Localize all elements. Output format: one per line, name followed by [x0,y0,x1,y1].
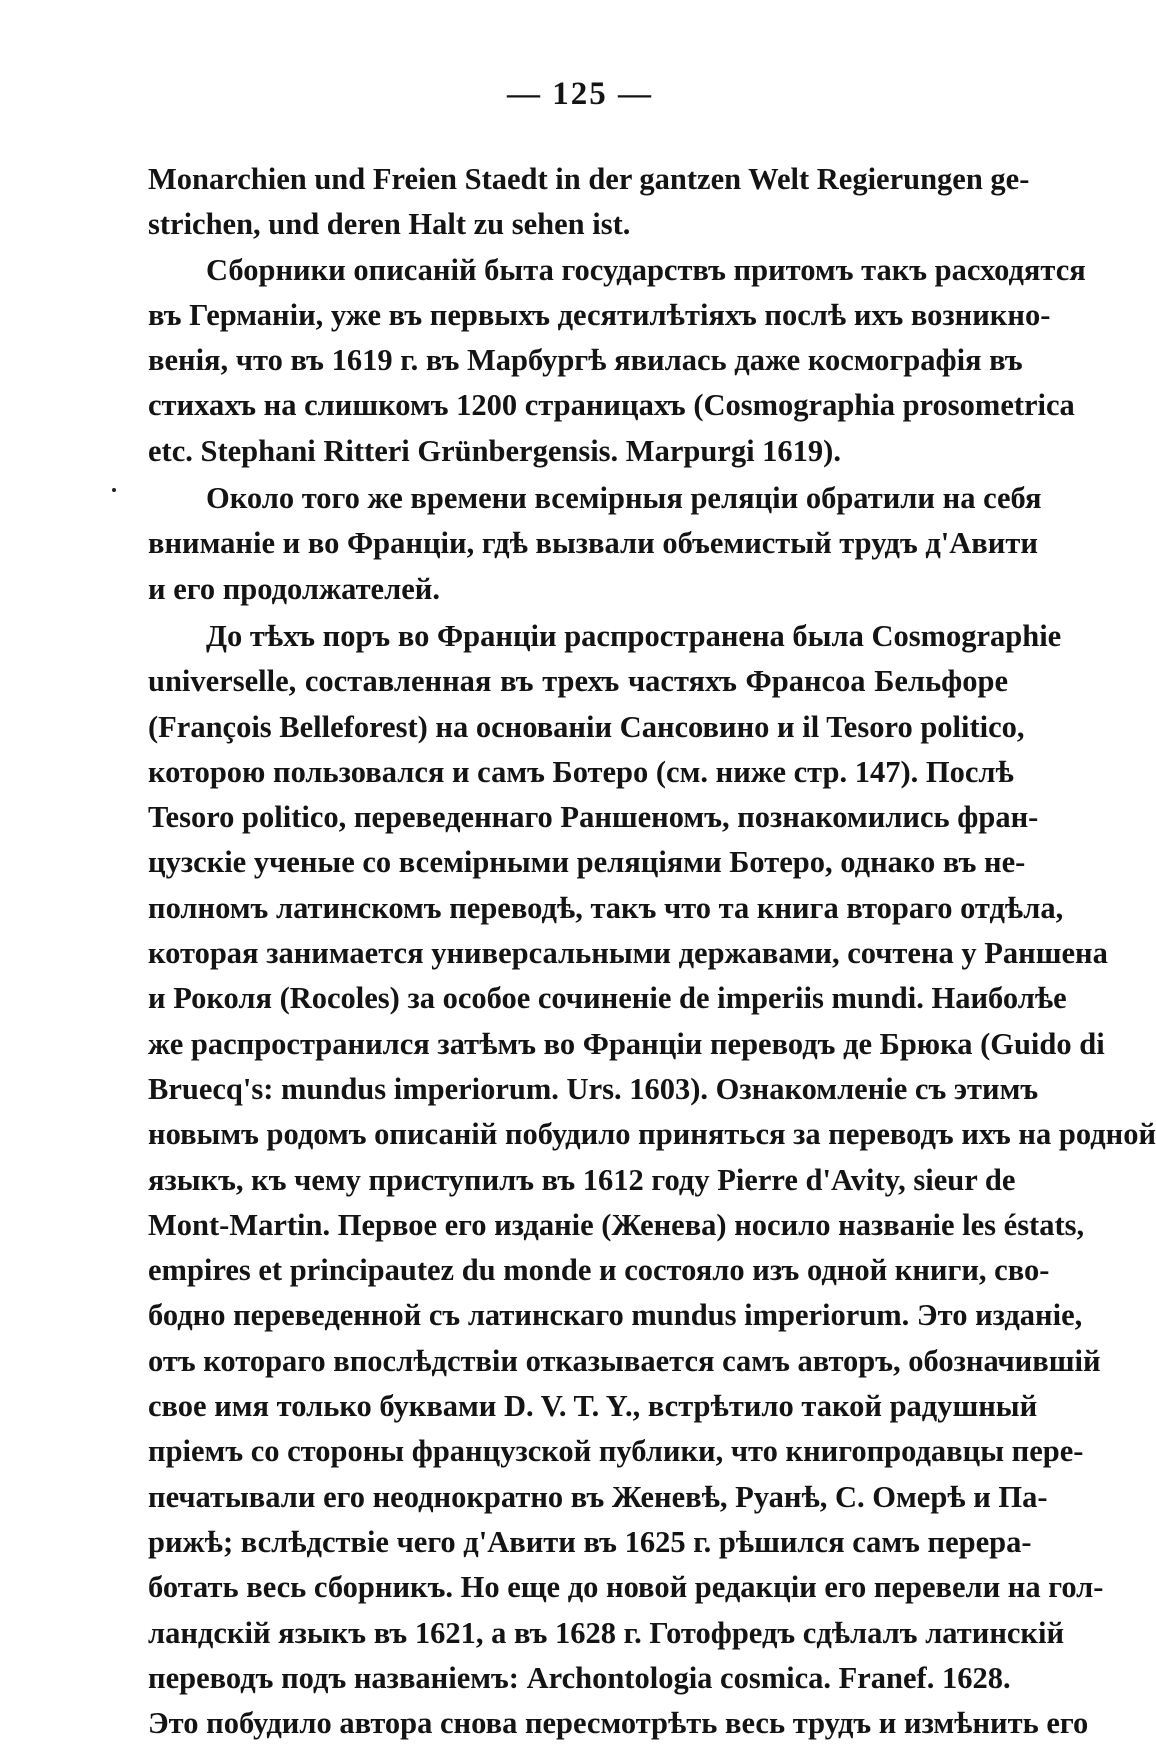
text-line: ландскій языкъ въ 1621, а въ 1628 г. Готофредъ сдѣлалъ латинскій [148,1615,1065,1650]
text-line: Bruecq's: mundus imperiorum. Urs. 1603). Ознакомленіе съ этимъ [148,1071,1039,1106]
text-line: etc. Stephani Ritteri Grünbergensis. Marpurgi 1619). [148,433,841,468]
text-line: переводъ подъ названіемъ: Archontologia cosmica. Franef. 1628. [148,1660,1011,1695]
text-line: Tesoro politico, переведеннаго Раншеномъ, познакомились фран- [148,800,1039,835]
text-line: венія, что въ 1619 г. въ Марбургѣ явилась даже космографія въ [148,343,1023,378]
text-line: Это побудило автора снова пересмотрѣть весь трудъ и измѣнить его [148,1706,1089,1741]
page-number: — 125 — [507,76,653,112]
text-line: и его продолжателей. [148,571,440,606]
text-line: печатывали его неоднократно въ Женевѣ, Руанѣ, С. Омерѣ и Па- [148,1479,1048,1514]
text-line: и Роколя (Rocoles) за особое сочиненіе de imperiis mundi. Наиболѣе [148,981,1067,1016]
paragraph-2 [148,248,1086,474]
paragraph-3 [148,476,1042,612]
text-line: Mont-Martin. Первое его изданіе (Женева) носило названіе les éstats, [148,1207,1085,1242]
book-page [148,76,1156,1746]
text-line: Сборники описаній быта государствъ притомъ такъ расходятся [206,252,1086,287]
margin-speck [112,488,116,492]
text-line: рижѣ; вслѣдствіе чего д'Авити въ 1625 г. рѣшился самъ перера- [148,1524,1032,1559]
text-line: бодно переведенной съ латинскаго mundus imperiorum. Это изданіе, [148,1298,1083,1333]
text-line: новымъ родомъ описаній побудило приняться за переводъ ихъ на родной [148,1117,1156,1152]
text-line: empires et principautez du monde и состояло изъ одной книги, сво- [148,1253,1050,1288]
text-line: свое имя только буквами D. V. T. Y., встрѣтило такой радушный [148,1389,1038,1424]
text-line: ботать весь сборникъ. Но еще до новой редакціи его перевели на гол- [148,1570,1104,1605]
text-line: отъ котораго впослѣдствіи отказывается самъ авторъ, обозначившій [148,1343,1101,1378]
text-line: До тѣхъ поръ во Франціи распространена была Cosmographie [206,618,1062,653]
text-line: пріемъ со стороны французской публики, что книгопродавцы пере- [148,1434,1084,1469]
paragraph-4 [148,614,1156,1746]
text-line: Около того же времени всемірныя реляціи обратили на себя [206,481,1042,516]
text-line: полномъ латинскомъ переводѣ, такъ что та книга втораго отдѣла, [148,890,1064,925]
paragraph-1 [148,157,1030,248]
text-line: которая занимается универсальными державами, сочтена у Раншена [148,936,1108,971]
text-line: которою пользовался и самъ Ботеро (см. ниже стр. 147). Послѣ [148,754,1014,789]
text-line: языкъ, къ чему приступилъ въ 1612 году Pierre d'Avity, sieur de [148,1162,1016,1197]
text-line: strichen, und deren Halt zu sehen ist. [148,207,631,242]
text-line: Monarchien und Freien Staedt in der gantzen Welt Regierungen ge- [148,162,1030,196]
text-line: въ Германіи, уже въ первыхъ десятилѣтіяхъ послѣ ихъ возникно- [148,297,1051,332]
text-line: вниманіе и во Франціи, гдѣ вызвали объемистый трудъ д'Авити [148,526,1038,561]
text-line: же распространился затѣмъ во Франціи переводъ де Брюка (Guido di [148,1026,1105,1061]
text-line: (François Belleforest) на основаніи Сансовино и il Tesoro politico, [148,709,1025,744]
text-line: universelle, составленная въ трехъ частяхъ Франсоа Бельфоре [148,664,1008,699]
text-line: стихахъ на слишкомъ 1200 страницахъ (Cosmographia prosometrica [148,388,1075,423]
text-line: цузскіе ученые со всемірными реляціями Ботеро, однако въ не- [148,845,1026,880]
